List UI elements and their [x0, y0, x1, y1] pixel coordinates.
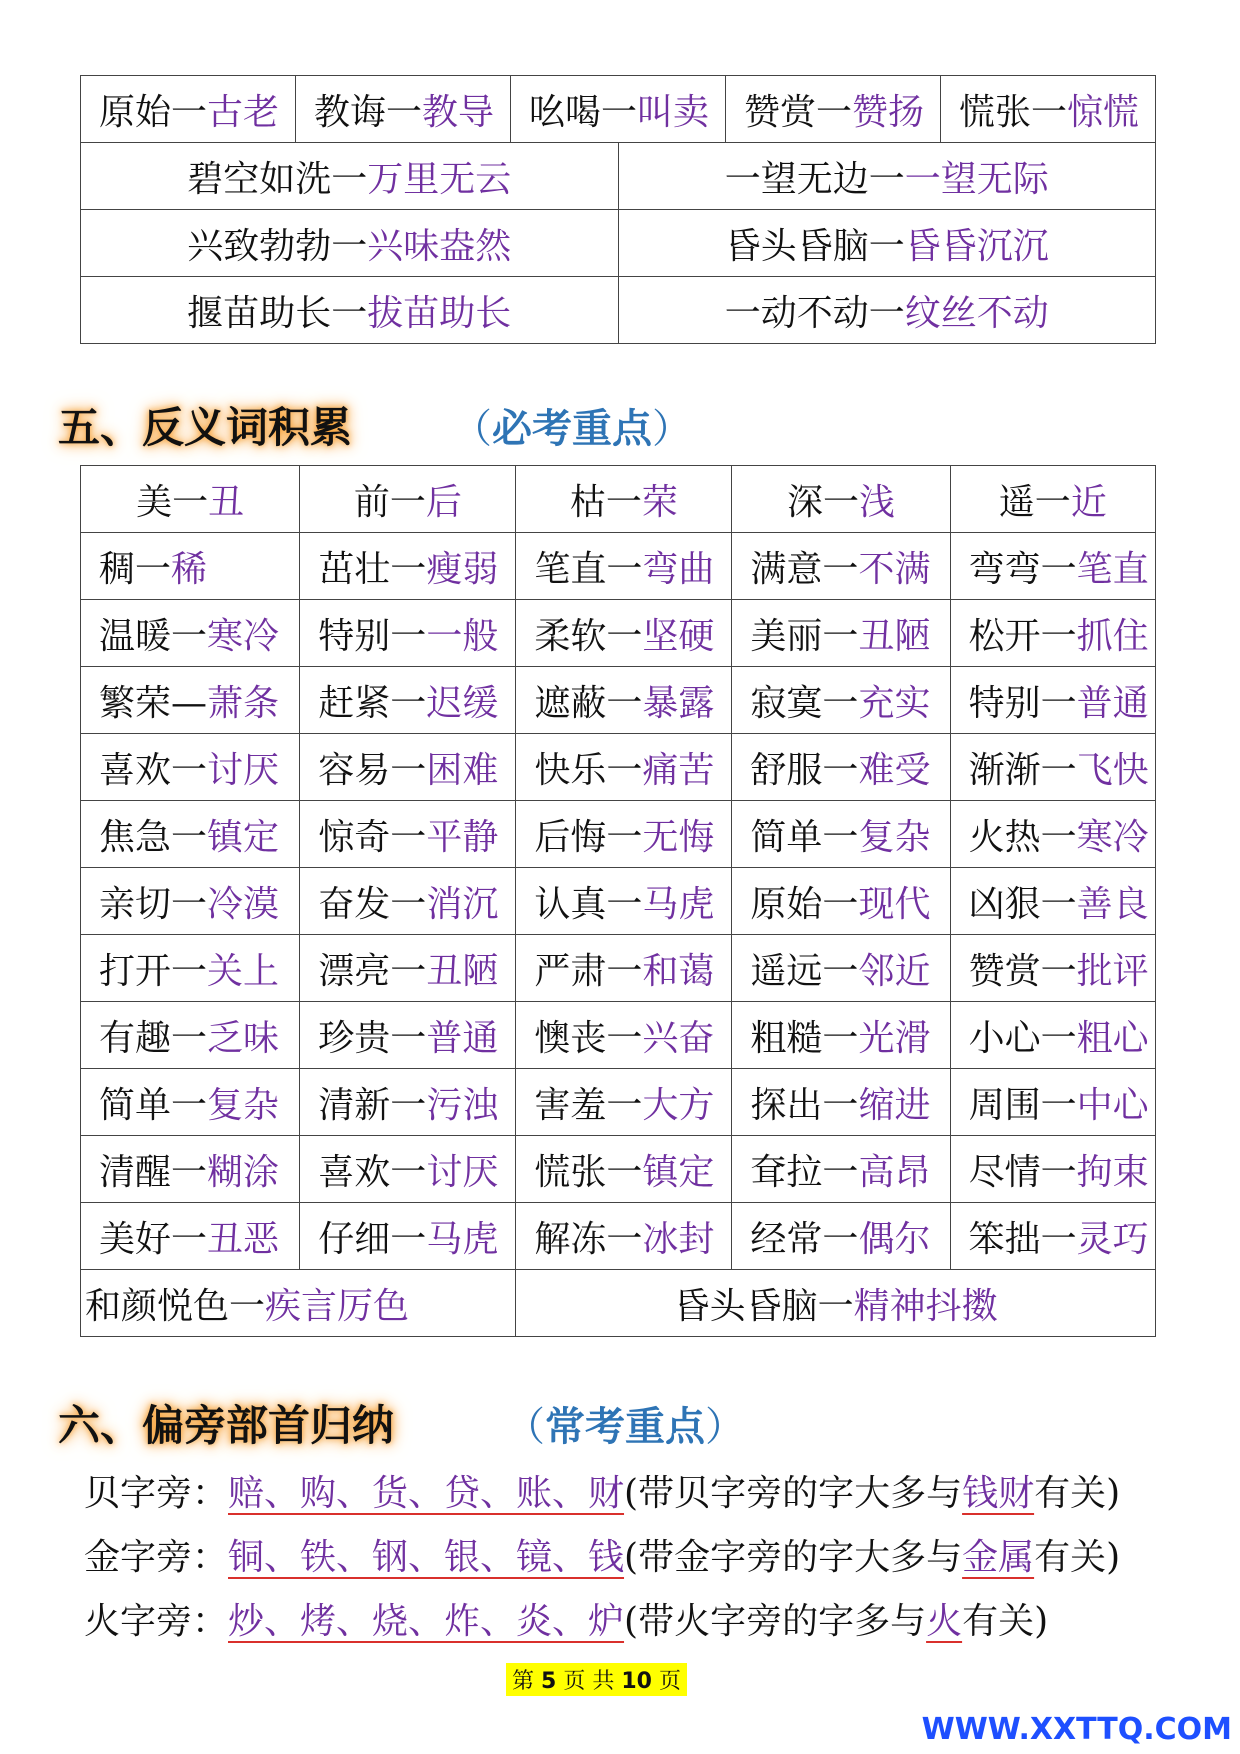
- antonym-cell: 小心一粗心: [950, 1002, 1155, 1069]
- antonym-cell: 探出一缩进: [732, 1069, 950, 1136]
- watermark: WWW.XXTTQ.COM: [921, 1712, 1232, 1747]
- table-row: [81, 1136, 1156, 1203]
- table-row: [81, 210, 1156, 277]
- table-row: [81, 143, 1156, 210]
- antonym-cell: 美好一丑恶: [81, 1203, 300, 1270]
- antonym-table: [80, 465, 1156, 1337]
- antonym-cell: 珍贵一普通: [300, 1002, 516, 1069]
- antonym-cell: 笔直一弯曲: [516, 533, 732, 600]
- radical-line-huo: 火字旁：炒、烤、烧、炸、炎、炉(带火字旁的字多与火有关): [84, 1601, 1049, 1642]
- synonym-cell: 碧空如洗一万里无云: [81, 143, 619, 210]
- section-six-title: 六、偏旁部首归纳: [58, 1401, 395, 1450]
- antonym-cell: 焦急一镇定: [81, 801, 300, 868]
- antonym-cell: 深一浅: [732, 466, 950, 533]
- antonym-cell: 解冻一冰封: [516, 1203, 732, 1270]
- antonym-cell: 遮蔽一暴露: [516, 667, 732, 734]
- antonym-cell: 喜欢一讨厌: [300, 1136, 516, 1203]
- antonym-cell: 特别一普通: [950, 667, 1155, 734]
- table-row: [81, 533, 1156, 600]
- antonym-cell: 稠一稀: [81, 533, 300, 600]
- antonym-cell: 火热一寒冷: [950, 801, 1155, 868]
- antonym-cell: 慌张一镇定: [516, 1136, 732, 1203]
- antonym-cell: 简单一复杂: [81, 1069, 300, 1136]
- radical-line-jin: 金字旁：铜、铁、钢、银、镜、钱(带金字旁的字大多与金属有关): [84, 1537, 1121, 1578]
- synonym-table: [80, 75, 1156, 344]
- antonym-cell: 美丽一丑陋: [732, 600, 950, 667]
- antonym-cell: 害羞一大方: [516, 1069, 732, 1136]
- antonym-cell: 柔软一坚硬: [516, 600, 732, 667]
- antonym-cell: 松开一抓住: [950, 600, 1155, 667]
- antonym-cell: 特别一一般: [300, 600, 516, 667]
- antonym-cell: 容易一困难: [300, 734, 516, 801]
- antonym-cell: 寂寞一充实: [732, 667, 950, 734]
- table-row: [81, 1203, 1156, 1270]
- synonym-cell: 昏头昏脑一昏昏沉沉: [618, 210, 1156, 277]
- antonym-cell: 和颜悦色一疾言厉色: [81, 1270, 516, 1337]
- antonym-cell: 耷拉一高昂: [732, 1136, 950, 1203]
- table-row: [81, 277, 1156, 344]
- synonym-cell: 揠苗助长一拔苗助长: [81, 277, 619, 344]
- antonym-cell: 前一后: [300, 466, 516, 533]
- antonym-cell: 打开一关上: [81, 935, 300, 1002]
- synonym-cell: 原始一古老: [81, 76, 296, 143]
- antonym-cell: 繁荣—萧条: [81, 667, 300, 734]
- table-row: [81, 734, 1156, 801]
- antonym-cell: 经常一偶尔: [732, 1203, 950, 1270]
- antonym-cell: 遥远一邻近: [732, 935, 950, 1002]
- antonym-cell: 昏头昏脑一精神抖擞: [516, 1270, 1156, 1337]
- synonym-cell: 吆喝一叫卖: [511, 76, 726, 143]
- synonym-cell: 一望无边一一望无际: [618, 143, 1156, 210]
- antonym-cell: 赶紧一迟缓: [300, 667, 516, 734]
- antonym-cell: 凶狠一善良: [950, 868, 1155, 935]
- antonym-cell: 舒服一难受: [732, 734, 950, 801]
- table-row: [81, 600, 1156, 667]
- radical-line-bei: 贝字旁：赔、购、货、贷、账、财(带贝字旁的字大多与钱财有关): [84, 1473, 1121, 1514]
- antonym-cell: 亲切一冷漠: [81, 868, 300, 935]
- table-row: [81, 1270, 1156, 1337]
- section-five-title: 五、反义词积累: [58, 403, 353, 452]
- section-five-tag: （必考重点）: [452, 406, 692, 452]
- antonym-cell: 认真一马虎: [516, 868, 732, 935]
- antonym-cell: 弯弯一笔直: [950, 533, 1155, 600]
- antonym-cell: 奋发一消沉: [300, 868, 516, 935]
- page-footer: 第 5 页 共 10 页: [506, 1663, 687, 1696]
- table-row: [81, 868, 1156, 935]
- antonym-body: [81, 466, 1156, 1337]
- antonym-cell: 后悔一无悔: [516, 801, 732, 868]
- antonym-cell: 有趣一乏味: [81, 1002, 300, 1069]
- synonym-cell: 赞赏一赞扬: [726, 76, 941, 143]
- antonym-cell: 茁壮一瘦弱: [300, 533, 516, 600]
- antonym-cell: 遥一近: [950, 466, 1155, 533]
- antonym-cell: 粗糙一光滑: [732, 1002, 950, 1069]
- antonym-cell: 渐渐一飞快: [950, 734, 1155, 801]
- antonym-cell: 尽情一拘束: [950, 1136, 1155, 1203]
- antonym-cell: 赞赏一批评: [950, 935, 1155, 1002]
- antonym-cell: 清醒一糊涂: [81, 1136, 300, 1203]
- antonym-cell: 原始一现代: [732, 868, 950, 935]
- antonym-cell: 枯一荣: [516, 466, 732, 533]
- table-row: [81, 1002, 1156, 1069]
- antonym-cell: 懊丧一兴奋: [516, 1002, 732, 1069]
- antonym-cell: 清新一污浊: [300, 1069, 516, 1136]
- table-row: [81, 667, 1156, 734]
- antonym-cell: 喜欢一讨厌: [81, 734, 300, 801]
- antonym-cell: 惊奇一平静: [300, 801, 516, 868]
- section-six-tag: （常考重点）: [505, 1404, 745, 1450]
- antonym-cell: 严肃一和蔼: [516, 935, 732, 1002]
- synonym-cell: 慌张一惊慌: [941, 76, 1156, 143]
- synonym-cell: 教诲一教导: [296, 76, 511, 143]
- antonym-cell: 笨拙一灵巧: [950, 1203, 1155, 1270]
- table-row: [81, 801, 1156, 868]
- table-row: [81, 466, 1156, 533]
- table-row: [81, 1069, 1156, 1136]
- antonym-cell: 简单一复杂: [732, 801, 950, 868]
- antonym-cell: 温暖一寒冷: [81, 600, 300, 667]
- synonym-cell: 一动不动一纹丝不动: [618, 277, 1156, 344]
- antonym-cell: 美一丑: [81, 466, 300, 533]
- antonym-cell: 仔细一马虎: [300, 1203, 516, 1270]
- table-row: [81, 76, 1156, 143]
- antonym-cell: 快乐一痛苦: [516, 734, 732, 801]
- table-row: [81, 935, 1156, 1002]
- synonym-cell: 兴致勃勃一兴味盎然: [81, 210, 619, 277]
- antonym-cell: 周围一中心: [950, 1069, 1155, 1136]
- antonym-cell: 满意一不满: [732, 533, 950, 600]
- antonym-cell: 漂亮一丑陋: [300, 935, 516, 1002]
